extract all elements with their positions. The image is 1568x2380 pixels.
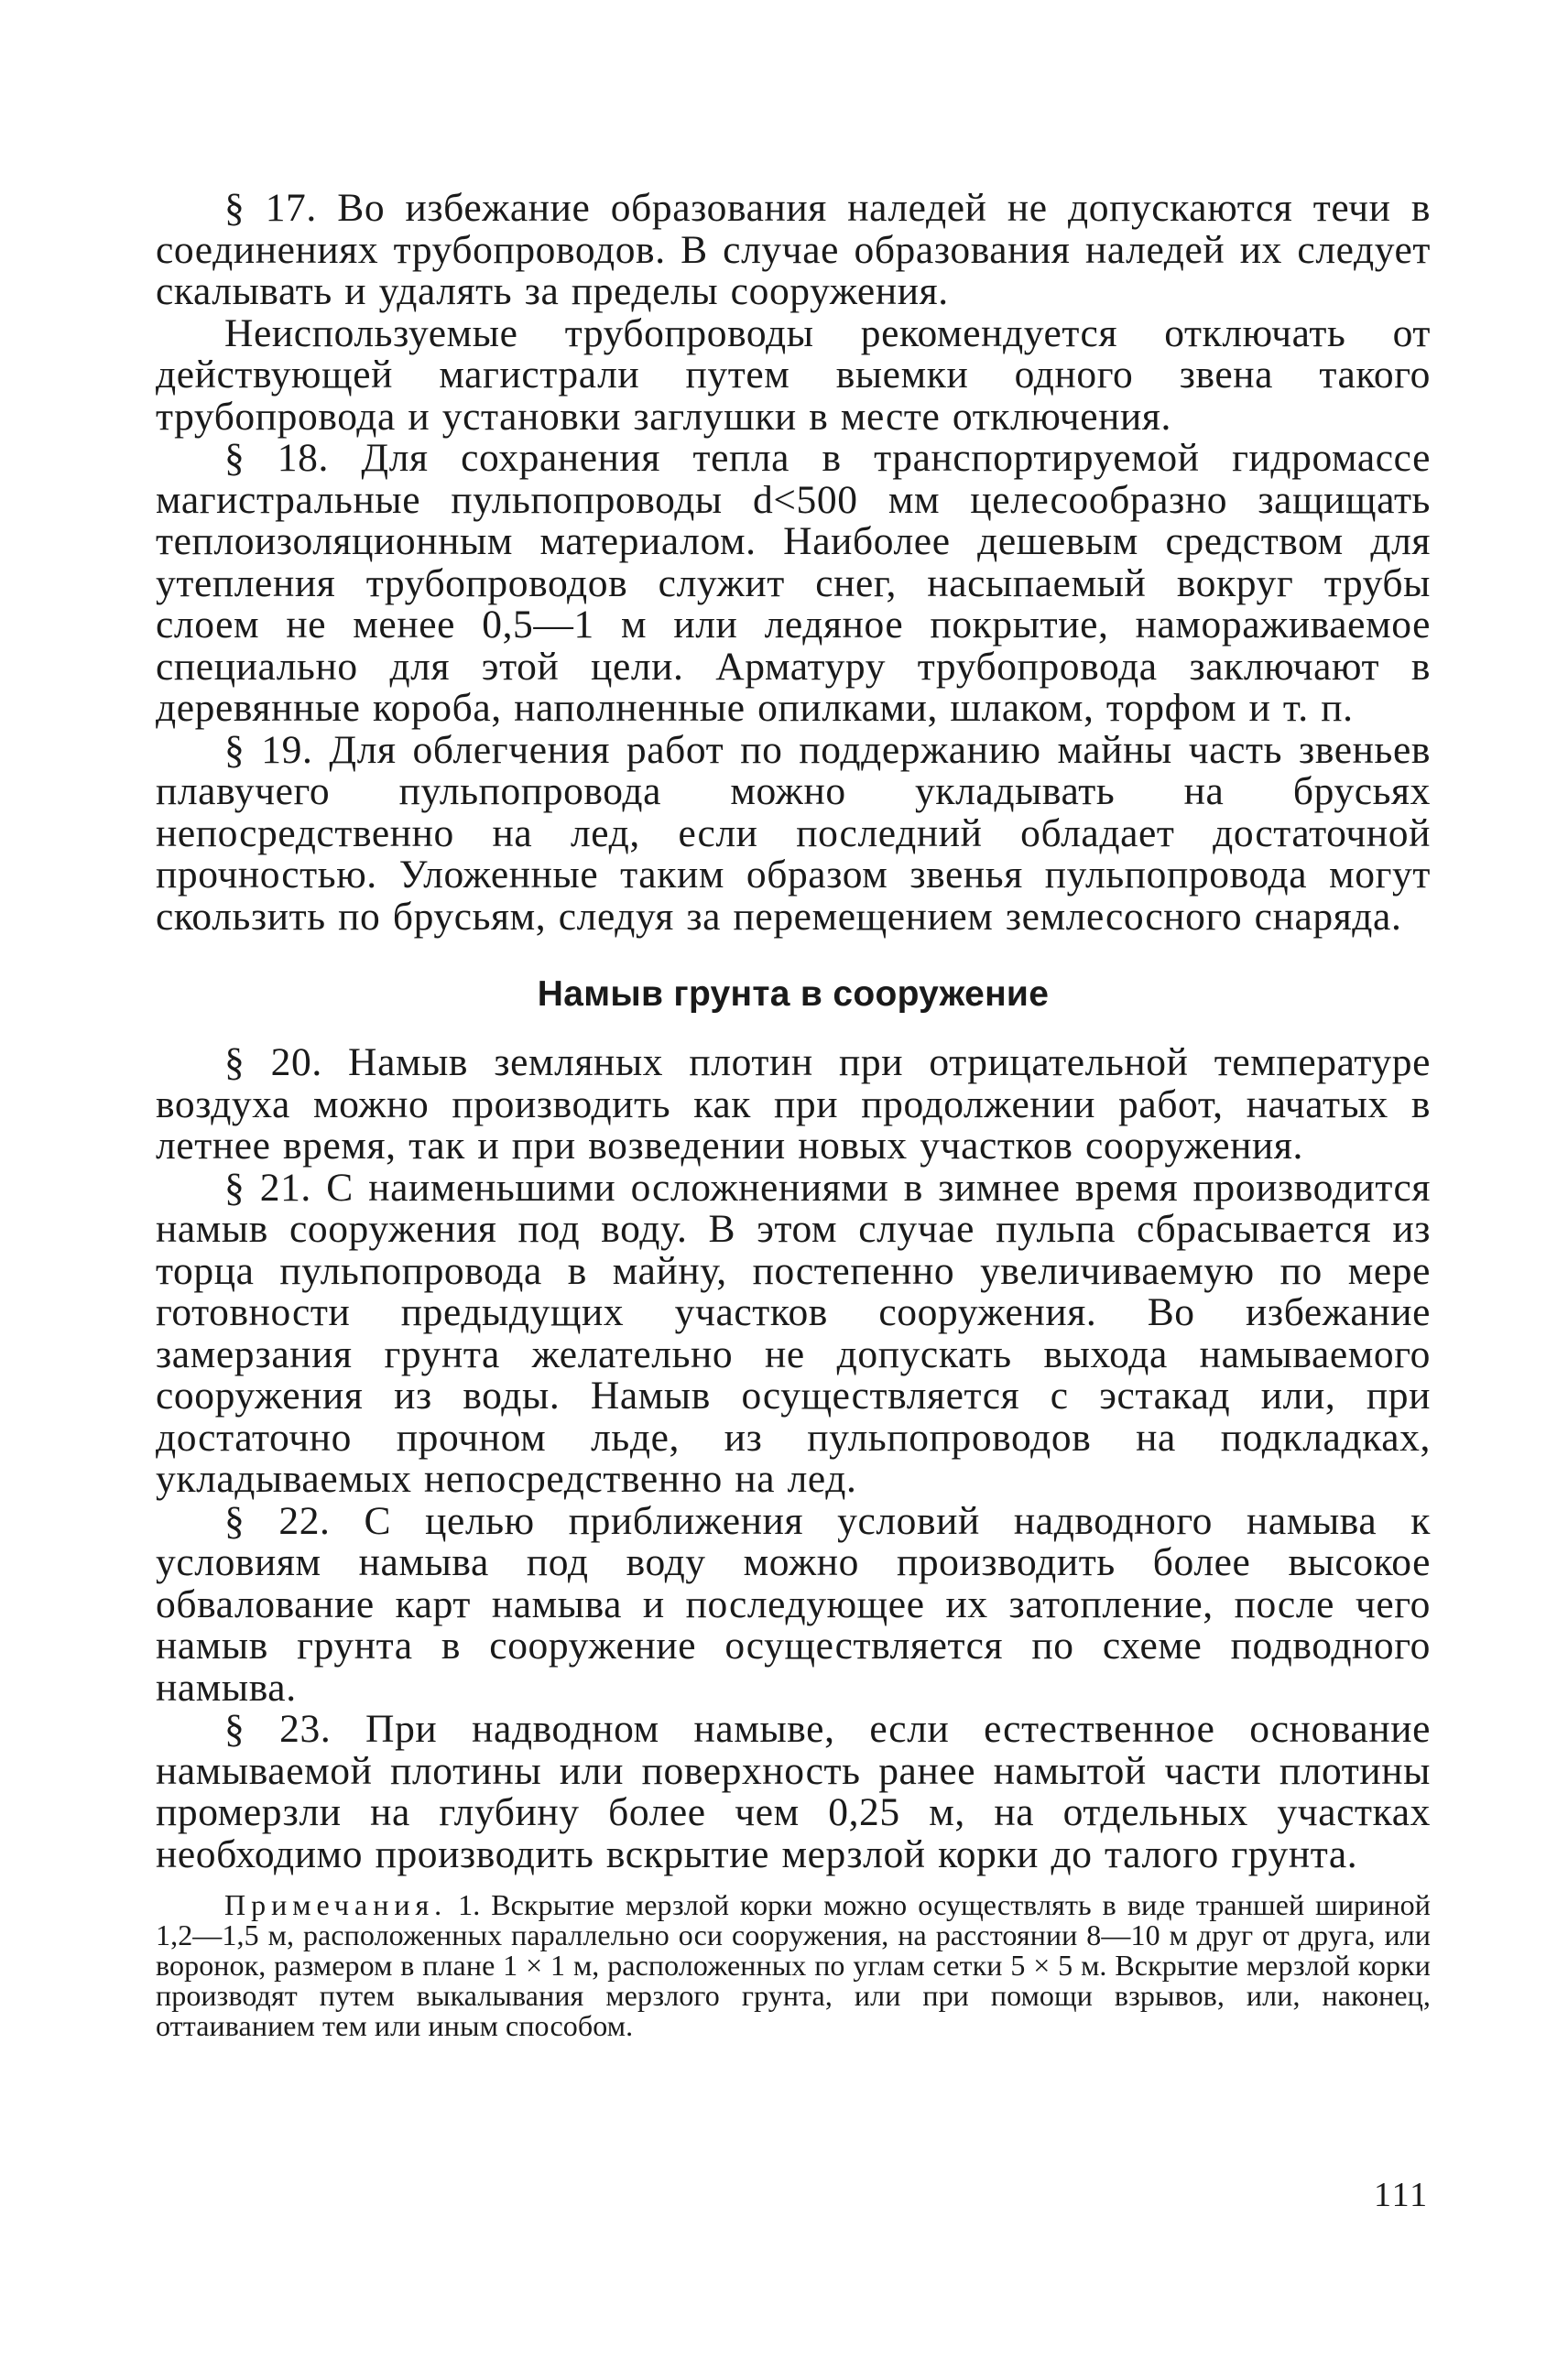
page-number: 111 — [1374, 2176, 1430, 2214]
paragraph-22: § 22. С целью приближения условий надводного намыва к условиям намыва под воду можно производить более высокое обвалование карт намыва и последующее их затопление, после чего намыв грунта в сооружение осуществляется по схеме подводного намыва. — [156, 1498, 1431, 1710]
paragraph-19: § 19. Для облегчения работ по поддержанию майны часть звеньев плавучего пульпопровода можно укладывать на брусьях непосредственно на лед, если последний обладает достаточной прочностью. Уложенные таким образом звенья пульпопровода могут скользить по брусьям, следуя за перемещением землесосного снаряда. — [156, 727, 1431, 939]
page-body — [156, 188, 1431, 2041]
paragraph-18: § 18. Для сохранения тепла в транспортируемой гидромассе магистральные пульпопроводы d<500 мм целесообразно защищать теплоизоляционным материалом. Наиболее дешевым средством для утепления трубопроводов служит снег, насыпаемый вокруг трубы слоем не менее 0,5—1 м или ледяное покрытие, намораживаемое специально для этой цели. Арматуру трубопровода заключают в деревянные короба, наполненные опилками, шлаком, торфом и т. п. — [156, 436, 1431, 730]
footnote-text: 1. Вскрытие мерзлой корки можно осуществлять в виде траншей шириной 1,2—1,5 м, расположенных параллельно оси сооружения, на расстоянии 8—10 м друг от друга, или воронок, размером в плане 1 × 1 м, расположенных по углам сетки 5 × 5 м. Вскрытие мерзлой корки производят путем выкалывания мерзлого грунта, или при помощи взрывов, или, наконец, оттаиванием тем или иным способом. — [156, 1888, 1431, 2042]
paragraph-21: § 21. С наименьшими осложнениями в зимнее время производится намыв сооружения под воду. В этом случае пульпа сбрасывается из торца пульпопровода в майну, постепенно увеличиваемую по мере готовности предыдущих участков сооружения. Во избежание замерзания грунта желательно не допускать выхода намываемого сооружения из воды. Намыв осуществляется с эстакад или, при достаточно прочном льде, из пульпопроводов на подкладках, укладываемых непосредственно на лед. — [156, 1165, 1431, 1501]
paragraph-23: § 23. При надводном намыве, если естественное основание намываемой плотины или поверхность ранее намытой части плотины промерзли на глубину более чем 0,25 м, на отдельных участках необходимо производить вскрытие мерзлой корки до талого грунта. — [156, 1707, 1431, 1876]
section-heading: Намыв грунта в сооружение — [537, 974, 1050, 1014]
paragraph-disconnect: Неиспользуемые трубопроводы рекомендуется отключать от действующей магистрали путем выемки одного звена такого трубопровода и установки заглушки в месте отключения. — [156, 310, 1431, 439]
paragraph-20: § 20. Намыв земляных плотин при отрицательной температуре воздуха можно производить как при продолжении работ, начатых в летнее время, так и при возведении новых участков сооружения. — [156, 1040, 1431, 1168]
footnote-label: Примечания. — [224, 1888, 448, 1921]
footnote — [156, 1890, 1431, 2041]
paragraph-17: § 17. Во избежание образования наледей не допускаются течи в соединениях трубопроводов. В случае образования наледей их следует скалывать и удалять за пределы сооружения. — [156, 186, 1431, 313]
